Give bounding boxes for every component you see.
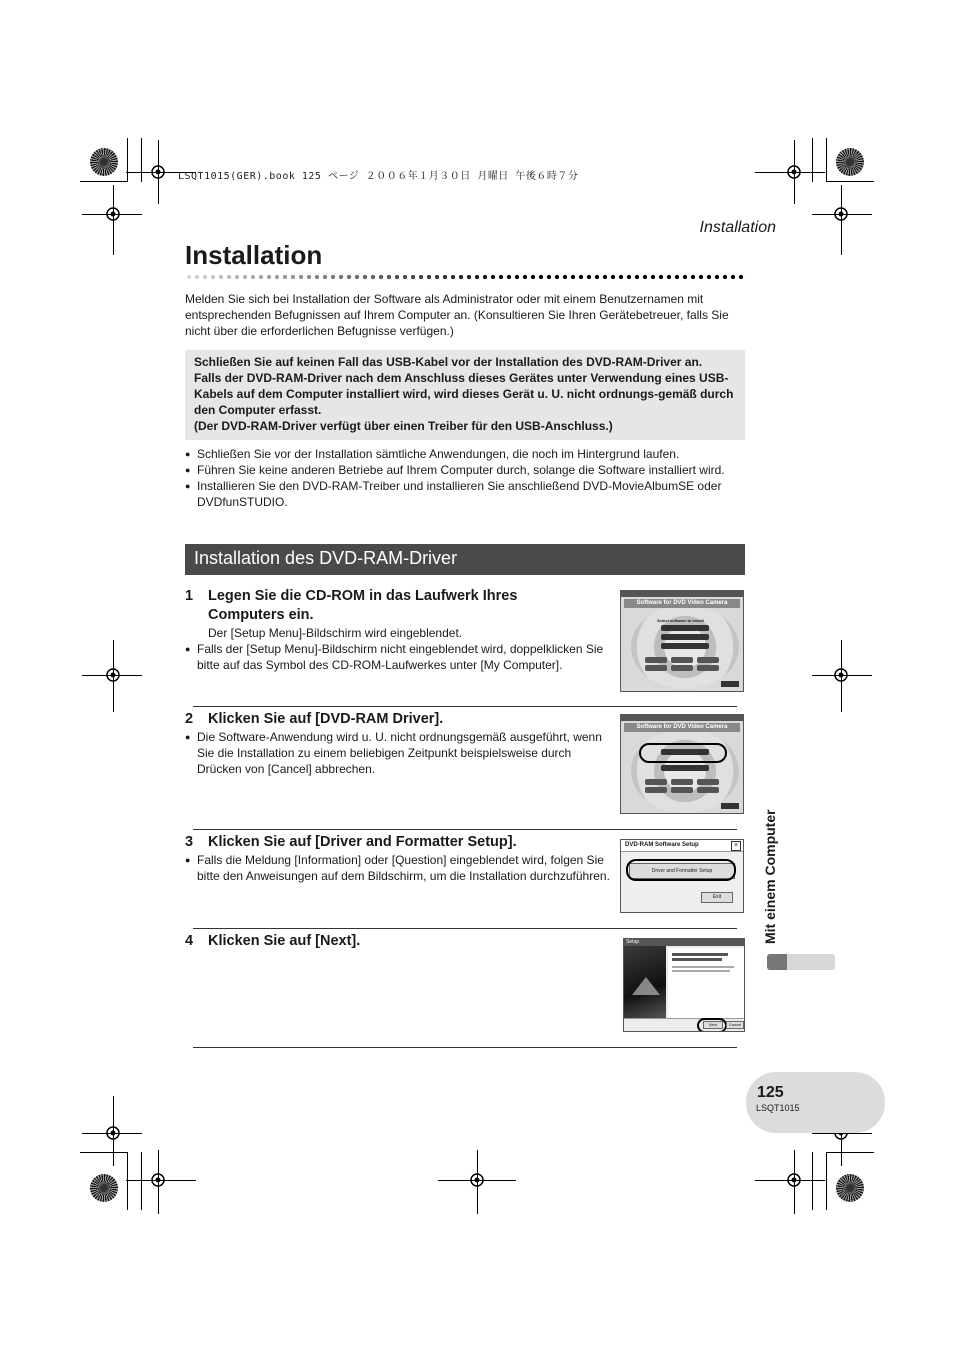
step-3-heading	[185, 833, 615, 852]
step-number: 2	[185, 711, 194, 727]
registration-mark-icon	[103, 204, 123, 224]
side-tab-label: Mit einem Computer	[762, 809, 778, 944]
step-title: Klicken Sie auf [Driver and Formatter Setup].	[208, 834, 517, 850]
list-item: ● Falls der [Setup Menu]-Bildschirm nicht eingeblendet wird, doppelklicken Sie bitte auf das Symbol des CD-ROM-Laufwerkes unter [My Computer].	[185, 641, 615, 673]
step-1-note: Der [Setup Menu]-Bildschirm wird eingeblendet.	[208, 626, 463, 640]
list-item: ● Führen Sie keine anderen Betriebe auf Ihrem Computer durch, solange die Software installiert wird.	[185, 462, 745, 478]
warning-box	[185, 350, 745, 440]
registration-mark-icon	[784, 1170, 804, 1190]
step-4-heading	[185, 932, 605, 951]
list-item: ● Installieren Sie den DVD-RAM-Treiber und installieren Sie anschließend DVD-MovieAlbumSE oder DVDfunSTUDIO.	[185, 478, 745, 510]
side-tab-indicator	[767, 954, 835, 970]
title-dotted-rule	[185, 272, 747, 282]
intro-paragraph: Melden Sie sich bei Installation der Software als Administrator oder mit einem Benutzernamen mit entsprechenden Befugnissen auf Ihrem Computer an. (Konsultieren Sie Ihren Gerätebetreuer, falls Sie nicht über die erforderlichen Befugnisse verfügen.)	[185, 292, 729, 338]
section-title: Installation des DVD-RAM-Driver	[194, 548, 458, 568]
section-end-rule	[193, 1047, 737, 1048]
registration-mark-icon	[103, 1123, 123, 1143]
registration-mark-icon	[467, 1170, 487, 1190]
step-number: 4	[185, 933, 194, 949]
setup-wizard-screenshot	[623, 938, 745, 1032]
screenshot-button: Driver and Formatter Setup	[629, 863, 735, 879]
step-title: Legen Sie die CD-ROM in das Laufwerk Ihres Computers ein.	[208, 588, 518, 623]
running-head: Installation	[699, 219, 776, 236]
screenshot-title: Software for DVD Video Camera	[624, 723, 740, 732]
screenshot-button: Exit	[701, 892, 733, 903]
step-number: 3	[185, 834, 194, 850]
list-item: ● Die Software-Anwendung wird u. U. nicht ordnungsgemäß ausgeführt, wenn Sie die Installation zu einem beliebigen Zeitpunkt beispielsweise durch Drücken von [Cancel] abbrechen.	[185, 729, 610, 777]
warning-line: Falls der DVD-RAM-Driver nach dem Anschluss dieses Gerätes unter Verwendung eines USB-Kabels auf dem Computer installiert wird, wird dieses Gerät u. U. nicht ordnungs-gemäß durch den Computer erfasst.	[194, 371, 734, 417]
registration-mark-icon	[103, 665, 123, 685]
step-number: 1	[185, 588, 194, 604]
warning-text	[194, 354, 739, 434]
step-1-bullets	[185, 641, 615, 673]
registration-mark-icon	[148, 162, 168, 182]
section-header	[185, 544, 745, 575]
general-notes-list	[185, 446, 745, 510]
screenshot-title: Setup	[626, 939, 640, 945]
step-2-bullets	[185, 729, 610, 777]
color-wheel-icon	[836, 148, 864, 176]
list-item: ● Falls die Meldung [Information] oder [Question] eingeblendet wird, folgen Sie bitte den Anweisungen auf dem Bildschirm, um die Installation durchzuführen.	[185, 852, 610, 884]
step-divider	[193, 706, 737, 707]
registration-mark-icon	[831, 665, 851, 685]
color-wheel-icon	[836, 1174, 864, 1202]
step-1-heading	[185, 587, 605, 625]
color-wheel-icon	[90, 148, 118, 176]
print-slug: LSQT1015(GER).book 125 ページ ２００６年１月３０日 月曜日 午後６時７分	[178, 171, 579, 182]
page-number-box	[746, 1072, 885, 1133]
screenshot-title: Software for DVD Video Camera	[624, 599, 740, 608]
page-title: Installation	[185, 240, 323, 270]
step-title: Klicken Sie auf [DVD-RAM Driver].	[208, 711, 444, 727]
page-number: 125	[757, 1084, 784, 1101]
setup-menu-screenshot	[620, 590, 744, 692]
warning-line: (Der DVD-RAM-Driver verfügt über einen Treiber für den USB-Anschluss.)	[194, 419, 613, 433]
screenshot-label: Select software to install	[657, 618, 704, 623]
step-title: Klicken Sie auf [Next].	[208, 933, 361, 949]
step-divider	[193, 928, 737, 929]
registration-mark-icon	[784, 162, 804, 182]
screenshot-title: DVD-RAM Software Setup	[625, 842, 699, 848]
registration-mark-icon	[148, 1170, 168, 1190]
list-item: ● Schließen Sie vor der Installation sämtliche Anwendungen, die noch im Hintergrund laufen.	[185, 446, 745, 462]
step-3-bullets	[185, 852, 610, 884]
driver-select-screenshot	[620, 714, 744, 814]
screenshot-button: Cancel	[726, 1021, 744, 1029]
registration-mark-icon	[831, 204, 851, 224]
close-icon: ×	[731, 841, 741, 851]
warning-line: Schließen Sie auf keinen Fall das USB-Kabel vor der Installation des DVD-RAM-Driver an.	[194, 355, 703, 369]
step-divider	[193, 829, 737, 830]
step-2-heading	[185, 710, 605, 729]
color-wheel-icon	[90, 1174, 118, 1202]
screenshot-button: Next	[703, 1021, 723, 1029]
driver-setup-screenshot	[620, 839, 744, 913]
document-code: LSQT1015	[756, 1103, 800, 1113]
